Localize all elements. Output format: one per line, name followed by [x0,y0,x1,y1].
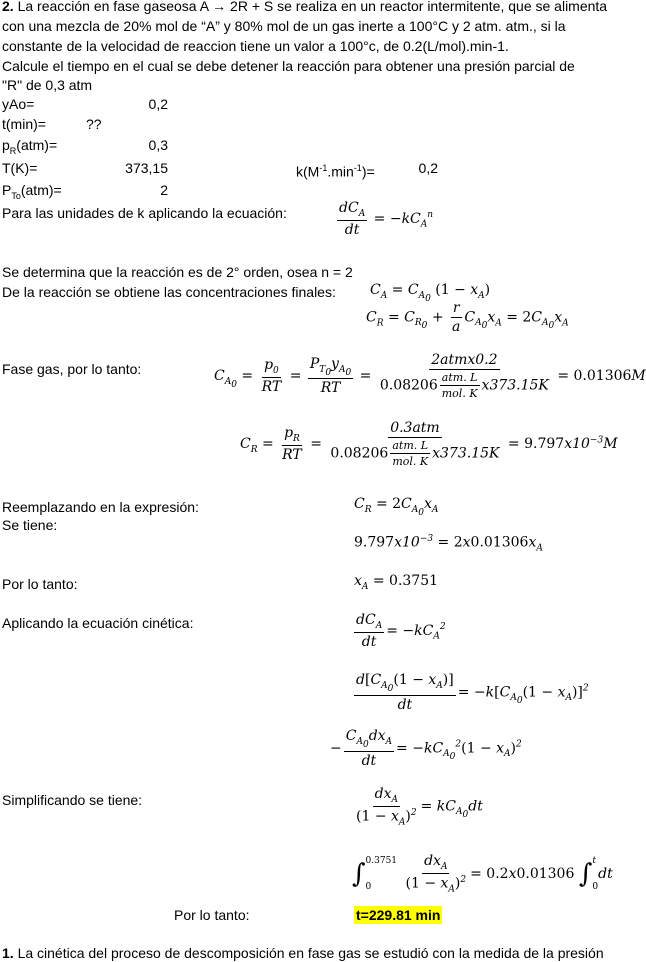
eq-integral: ∫ 0.3751 0 $\frac{dx_A}{(1 - x_A)^2}$ = 0.2x0.01306 ∫ t 0 dt [352,853,613,895]
text-units-k: Para las unidades de k aplicando la ecuación: [2,205,287,221]
param-value-t: ?? [86,116,102,132]
param-label-pR: $p_R(atm)=$ [2,137,58,156]
eq-cr-ca0: $C_R = 2C_{A_0}x_A$ [354,496,439,518]
param-value-T: 373,15 [125,160,168,176]
problem-statement [2,0,607,15]
eq-cr: $C_R = C_{R_0}$ + $\frac{r}{a}$ $C_{A_0}x_A = 2C_{A_0}x_A$ [366,300,569,335]
text-simplifying: Simplificando se tiene: [2,792,143,808]
text-gas-phase: Fase gas, por lo tanto: [2,361,142,377]
next-problem-line: La cinética del proceso de descomposición en fase gas se estudió con la medida de la presión [13,945,604,961]
next-problem [2,944,604,962]
eq-kinetic-2: $\frac{d[C_{A_0}(1 - x_A)]}{dt}$ = $-k[C_{A_0}(1 - x_A)]^2$ [356,672,589,713]
param-value-pR: 0,3 [148,137,168,153]
param-value-yAo: 0,2 [148,96,168,112]
next-problem-number: 1. [2,945,14,961]
text-has: Se tiene: [2,517,58,533]
eq-rate-law: $\frac{dC_A}{dt}$ = $-kC_A^n$ [339,200,434,238]
result-time [354,906,442,924]
eq-kinetic-1: $\frac{dC_A}{dt}$ = $-kC_A^2$ [356,612,446,650]
param-label-yAo: yAo= [2,96,35,112]
text-order: Se determina que la reacción es de 2° orden, osea n = 2 [2,264,353,280]
eq-kinetic-3: − $\frac{C_{A_0}dx_A}{dt}$ = $-kC_{A_0}^2(1 - x_A)^2$ [330,728,522,769]
problem-line: La reacción en fase gaseosa A → 2R + S se realiza en un reactor intermitente, que se alimenta [13,0,608,14]
text-kinetic: Aplicando la ecuación cinética: [2,615,194,631]
param-value-k: 0,2 [418,160,438,176]
param-label-pR-text: (atm)= [16,137,58,153]
param-value-PTo: 2 [160,182,168,198]
problem-line: con una mezcla de 20% mol de “A” y 80% mol de un gas inerte a 100°C y 2 atm. atm., si la [2,18,566,34]
eq-xa: $x_A = 0.3751$ [354,573,439,592]
result-highlight: t=229.81 min [356,907,441,923]
eq-cr-value: $C_R$ = $\frac{p_R}{RT}$ = 0.3atm 0.08206 $\frac{\text{atm. L}}{\text{mol. K}}$ x373.15K = $9.797x10^{-3}M$ [240,420,618,468]
eq-simplified: $\frac{dx_A}{(1 - x_A)^2}$ = $kC_{A_0}dt$ [356,786,483,828]
text-therefore: Por lo tanto: [2,576,78,592]
eq-substituted: $9.797x10^{-3} = 2x0.01306x_A$ [354,534,543,554]
text-concentrations: De la reacción se obtiene las concentraciones finales: [2,284,336,300]
eq-ca: $C_A = C_{A_0}$ $(1 - x_A)$ [370,282,491,304]
param-label-PTo: $P_{To}(atm)=$ [2,182,62,201]
text-replacing: Reemplazando en la expresión: [2,499,199,515]
eq-ca0: $C_{A_0}$ = $\frac{p_0}{RT}$ = $\frac{P_{T_0}y_{A_0}}{RT}$ = 2atmx0.2 0.08206 $\frac{\text{atm. L}}{\text{mol. K}}$ x373.15K = 0.01306M [214,352,646,400]
param-label-k: $k(M^{-1}.\min^{-1})=$ [296,163,375,180]
problem-number: 2. [2,0,14,14]
problem-line: "R" de 0,3 atm [2,77,93,93]
problem-line: Calcule el tiempo en el cual se debe detener la reacción para obtener una presión parcial de [2,58,575,74]
text-therefore-result: Por lo tanto: [174,907,250,923]
param-label-t: t(min)= [2,116,46,132]
param-label-PTo-text: (atm)= [20,182,62,198]
param-label-T: T(K)= [2,160,38,176]
problem-line: constante de la velocidad de reaccion tiene un valor a 100°c, de 0.2(L/mol).min-1. [2,38,509,54]
